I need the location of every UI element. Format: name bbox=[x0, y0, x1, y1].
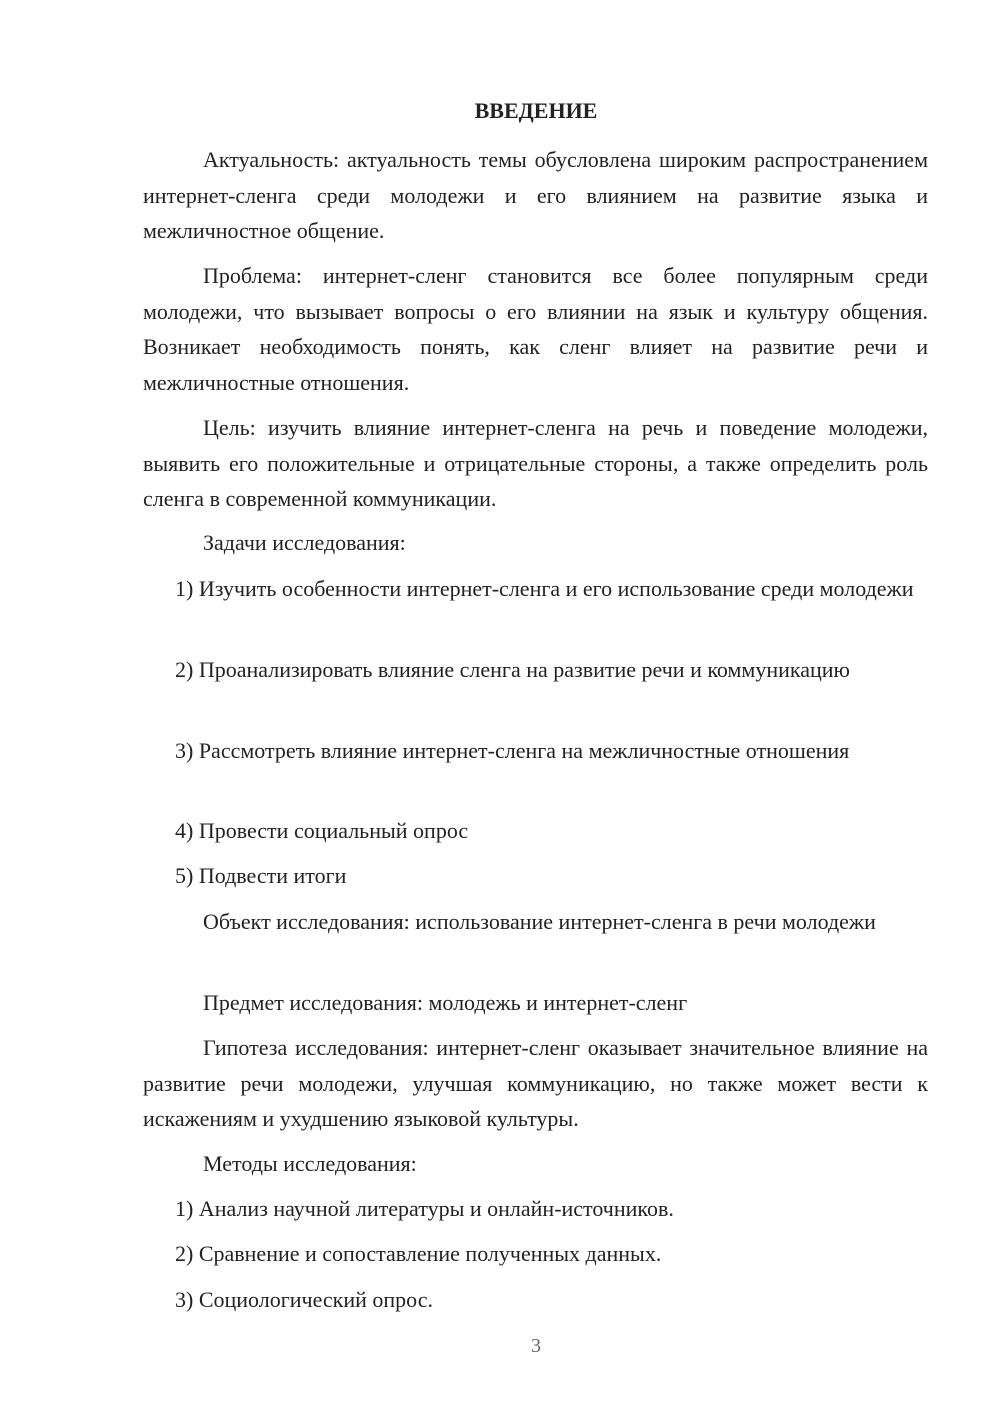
task-item-2: 2) Проанализировать влияние сленга на развитие речи и коммуникацию bbox=[175, 657, 850, 682]
goal-paragraph: Цель: изучить влияние интернет-сленга на речь и поведение молодежи, выявить его положительные и отрицательные стороны, а также определить роль сленга в современной коммуникации. bbox=[143, 415, 928, 511]
subject-paragraph: Предмет исследования: молодежь и интернет-сленг bbox=[203, 990, 688, 1015]
task-item-3: 3) Рассмотреть влияние интернет-сленга на межличностные отношения bbox=[175, 738, 850, 763]
task-item-4: 4) Провести социальный опрос bbox=[175, 818, 469, 843]
method-item-1: 1) Анализ научной литературы и онлайн-источников. bbox=[175, 1196, 674, 1221]
methods-heading: Методы исследования: bbox=[203, 1151, 417, 1176]
task-item-1: 1) Изучить особенности интернет-сленга и его использование среди молодежи bbox=[175, 576, 914, 601]
page-title: ВВЕДЕНИЕ bbox=[474, 98, 598, 123]
method-item-2: 2) Сравнение и сопоставление полученных данных. bbox=[175, 1241, 662, 1266]
hypothesis-paragraph: Гипотеза исследования: интернет-сленг оказывает значительное влияние на развитие речи молодежи, улучшая коммуникацию, но также может вести к искажениям и ухудшению языковой культуры. bbox=[143, 1035, 928, 1131]
task-item-5: 5) Подвести итоги bbox=[175, 863, 347, 888]
page-number: 3 bbox=[531, 1335, 541, 1357]
object-paragraph: Объект исследования: использование интернет-сленга в речи молодежи bbox=[203, 909, 876, 934]
method-item-3: 3) Социологический опрос. bbox=[175, 1287, 433, 1312]
tasks-heading: Задачи исследования: bbox=[203, 530, 406, 555]
problem-paragraph: Проблема: интернет-сленг становится все более популярным среди молодежи, что вызывает вопросы о его влиянии на язык и культуру общения. Возникает необходимость понять, как сленг влияет на развитие речи и межличностные отношения. bbox=[143, 263, 928, 395]
relevance-paragraph: Актуальность: актуальность темы обусловлена широким распространением интернет-сленга среди молодежи и его влиянием на развитие языка и межличностное общение. bbox=[143, 147, 928, 243]
